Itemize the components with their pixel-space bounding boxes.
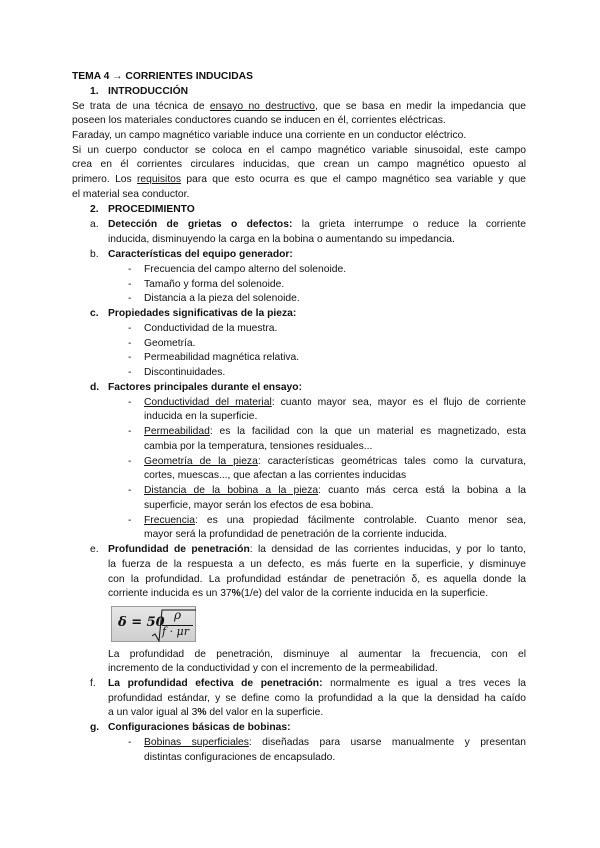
list-item: Conductividad de la muestra. <box>144 323 278 334</box>
list-item: Geometría. <box>144 338 196 349</box>
penetration-depth-formula <box>111 606 196 642</box>
item-f-line: profundidad estándar, y se define como la profundidad a la que la densidad ha caído <box>108 693 526 704</box>
bullet-dash: - <box>128 264 132 275</box>
factor-line: cortes, muescas..., que afectan a las corrientes inducidas <box>144 470 407 481</box>
item-e-line: con la profundidad. La profundidad estándar de penetración δ, es aquella donde la <box>108 574 526 585</box>
intro-paragraph-line: poseen los materiales conductores cuando se inducen en él, corrientes eléctricas. <box>72 115 446 126</box>
intro-paragraph-line: Se trata de una técnica de ensayo no destructivo, que se basa en medir la impedancia que <box>72 101 527 112</box>
bullet-dash: - <box>128 456 132 467</box>
section-heading-introduccion: INTRODUCCIÓN <box>108 86 189 97</box>
item-d-title: Factores principales durante el ensayo: <box>108 382 302 393</box>
bullet-dash: - <box>128 338 132 349</box>
list-item: Tamaño y forma del solenoide. <box>144 279 285 290</box>
factor-line: Conductividad del material: cuanto mayor sea, mayor es el flujo de corriente <box>144 397 526 408</box>
bullet-dash: - <box>128 515 132 526</box>
item-e-line: la fuerza de la respuesta a un defecto, es más fuerte en la superficie, y disminuye <box>108 559 526 570</box>
bullet-dash: - <box>128 293 132 304</box>
bullet-dash: - <box>128 367 132 378</box>
item-c-title: Propiedades significativas de la pieza: <box>108 308 297 319</box>
factor-line: superficie, mayor serán los efectos de esa bobina. <box>144 500 374 511</box>
list-marker: b. <box>90 249 99 260</box>
factor-line: Frecuencia: es una propiedad fácilmente controlable. Cuanto menor sea, <box>144 515 526 526</box>
intro-paragraph-line: el material sea conductor. <box>72 189 190 200</box>
list-marker: e. <box>90 544 99 555</box>
item-f-line: a un valor igual al 3% del valor en la superficie. <box>108 707 324 718</box>
bullet-dash: - <box>128 323 132 334</box>
coil-type-line: Bobinas superficiales: diseñadas para usarse manualmente y presentan <box>144 737 526 748</box>
factor-line: Geometría de la pieza: características geométricas tales como la curvatura, <box>144 456 527 467</box>
factor-line: cambia por la temperatura, tensiones residuales... <box>144 441 373 452</box>
formula-numerator: ρ <box>174 608 182 622</box>
item-a-line: inducida, disminuyendo la carga en la bobina o aumentando su impedancia. <box>108 234 455 245</box>
bullet-dash: - <box>128 737 132 748</box>
item-e-line: La profundidad de penetración, disminuye al aumentar la frecuencia, con el <box>108 649 526 660</box>
item-a-line: Detección de grietas o defectos: la grieta interrumpe o reduce la corriente <box>108 219 526 230</box>
list-marker: g. <box>90 722 100 733</box>
list-item: Distancia a la pieza del solenoide. <box>144 293 300 304</box>
intro-faraday-line: Faraday, un campo magnético variable induce una corriente en un conductor eléctrico. <box>72 130 467 141</box>
intro-paragraph-line: Si un cuerpo conductor se coloca en el campo magnético variable sinusoidal, este campo <box>72 145 526 156</box>
list-item: Frecuencia del campo alterno del solenoide. <box>144 264 347 275</box>
document-title: TEMA 4 → CORRIENTES INDUCIDAS <box>72 71 253 82</box>
bullet-dash: - <box>128 352 132 363</box>
bullet-dash: - <box>128 397 132 408</box>
list-marker: a. <box>90 219 99 230</box>
item-b-title: Características del equipo generador: <box>108 249 293 260</box>
item-f-line: La profundidad efectiva de penetración: normalmente es igual a tres veces la <box>108 678 526 689</box>
bullet-dash: - <box>128 426 132 437</box>
section-heading-procedimiento: PROCEDIMIENTO <box>108 204 195 215</box>
coil-type-line: distintas configuraciones de encapsulado. <box>144 752 336 763</box>
intro-paragraph-line: crea en él corrientes circulares inducidas, que crean un campo magnético opuesto al <box>72 159 526 170</box>
factor-line: Distancia de la bobina a la pieza: cuanto más cerca está la bobina a la <box>144 485 526 496</box>
list-marker: d. <box>90 382 100 393</box>
bullet-dash: - <box>128 485 132 496</box>
factor-line: mayor será la profundidad de penetración de la corriente inducida. <box>144 529 447 540</box>
section-number: 1. <box>90 86 99 97</box>
list-item: Discontinuidades. <box>144 367 226 378</box>
item-e-line: incremento de la conductividad y con el incremento de la permeabilidad. <box>108 663 438 674</box>
item-g-title: Configuraciones básicas de bobinas: <box>108 722 291 733</box>
formula-lhs: δ = 50 <box>118 615 165 630</box>
item-e-line: Profundidad de penetración: la densidad de las corrientes inducidas, y por lo tanto, <box>108 544 526 555</box>
intro-paragraph-line: primero. Los requisitos para que esto ocurra es que el campo magnético sea variable y que <box>72 174 526 185</box>
factor-line: Permeabilidad: es la facilidad con la que un material es magnetizado, esta <box>144 426 526 437</box>
bullet-dash: - <box>128 279 132 290</box>
list-item: Permeabilidad magnética relativa. <box>144 352 300 363</box>
list-marker: f. <box>90 678 96 689</box>
list-marker: c. <box>90 308 99 319</box>
section-number: 2. <box>90 204 99 215</box>
factor-line: inducida en la superficie. <box>144 411 258 422</box>
item-e-line: corriente inducida es un 37%(1/e) del valor de la corriente inducida en la superficie. <box>108 588 489 599</box>
formula-denominator: f · μr <box>162 625 189 638</box>
